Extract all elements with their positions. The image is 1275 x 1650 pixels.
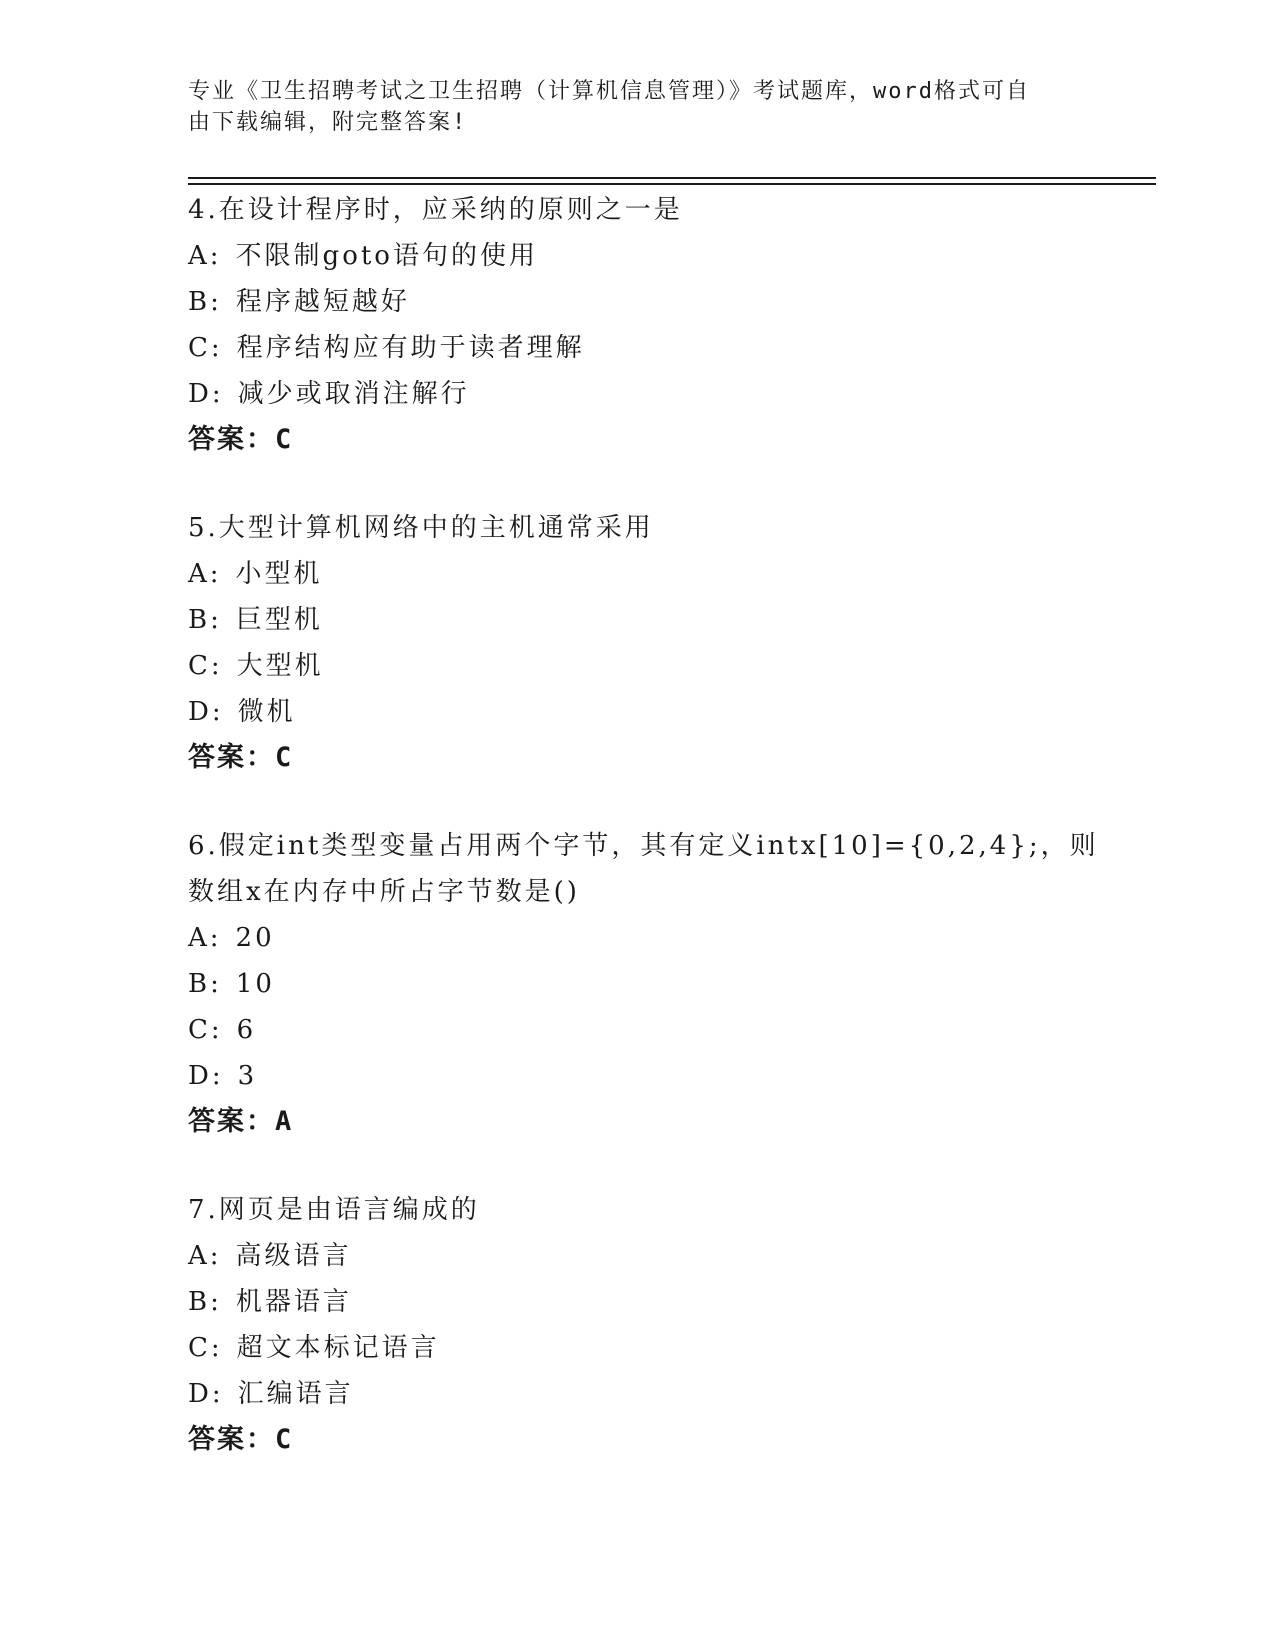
question-stem-line-1: 6.假定int类型变量占用两个字节，其有定义intx[10]={0,2,4};，则 bbox=[188, 831, 1099, 861]
option-key: A bbox=[188, 923, 210, 953]
option-key: B bbox=[188, 605, 211, 635]
answer-line: 答案：C bbox=[188, 1424, 294, 1455]
option-separator: : bbox=[210, 1333, 223, 1363]
option-key: B bbox=[188, 1287, 211, 1317]
option-separator: : bbox=[210, 1015, 223, 1045]
option-separator: : bbox=[211, 697, 224, 727]
option-b[interactable] bbox=[188, 279, 1088, 325]
answer-line: 答案：A bbox=[188, 1106, 294, 1137]
option-separator: : bbox=[210, 333, 223, 363]
option-d[interactable] bbox=[188, 1053, 1088, 1099]
option-key: D bbox=[188, 1061, 212, 1091]
document-header bbox=[188, 76, 1068, 138]
option-d[interactable] bbox=[188, 1371, 1088, 1417]
option-key: D bbox=[188, 697, 212, 727]
option-b[interactable] bbox=[188, 597, 1088, 643]
option-text: 程序越短越好 bbox=[235, 287, 410, 317]
option-text: 10 bbox=[235, 969, 275, 999]
option-text: 巨型机 bbox=[235, 605, 323, 635]
option-text: 大型机 bbox=[236, 651, 324, 681]
header-divider-bottom bbox=[188, 183, 1156, 185]
option-separator: : bbox=[210, 651, 223, 681]
option-key: A bbox=[188, 1241, 210, 1271]
option-separator: : bbox=[209, 241, 222, 271]
option-separator: : bbox=[209, 559, 222, 589]
option-text: 超文本标记语言 bbox=[236, 1333, 440, 1363]
question-6 bbox=[188, 823, 1099, 1145]
option-separator: : bbox=[211, 379, 224, 409]
option-text: 机器语言 bbox=[235, 1287, 352, 1317]
option-text: 高级语言 bbox=[235, 1241, 352, 1271]
header-divider-top bbox=[188, 177, 1156, 179]
option-key: B bbox=[188, 969, 211, 999]
answer-line: 答案：C bbox=[188, 742, 294, 773]
option-key: A bbox=[188, 241, 210, 271]
option-key: C bbox=[188, 651, 211, 681]
option-text: 程序结构应有助于读者理解 bbox=[236, 333, 585, 363]
option-separator: : bbox=[210, 605, 222, 635]
question-stem: 7.网页是由语言编成的 bbox=[188, 1195, 480, 1225]
option-separator: : bbox=[211, 1061, 224, 1091]
option-separator: : bbox=[209, 1241, 222, 1271]
option-separator: : bbox=[210, 1287, 222, 1317]
option-key: C bbox=[188, 1333, 211, 1363]
option-c[interactable] bbox=[188, 1007, 1088, 1053]
option-separator: : bbox=[210, 287, 222, 317]
option-a[interactable] bbox=[188, 1233, 1088, 1279]
option-a[interactable] bbox=[188, 551, 1088, 597]
header-line-1: 专业《卫生招聘考试之卫生招聘（计算机信息管理）》考试题库，word格式可自 bbox=[188, 79, 1030, 104]
option-text: 3 bbox=[237, 1061, 258, 1091]
question-stem-line-2: 数组x在内存中所占字节数是() bbox=[188, 877, 580, 907]
option-text: 汇编语言 bbox=[237, 1379, 354, 1409]
option-key: B bbox=[188, 287, 211, 317]
option-a[interactable] bbox=[188, 915, 1088, 961]
question-stem: 5.大型计算机网络中的主机通常采用 bbox=[188, 513, 654, 543]
question-stem: 4.在设计程序时，应采纳的原则之一是 bbox=[188, 195, 683, 225]
option-c[interactable] bbox=[188, 643, 1088, 689]
option-c[interactable] bbox=[188, 1325, 1088, 1371]
option-text: 不限制goto语句的使用 bbox=[235, 241, 538, 271]
option-b[interactable] bbox=[188, 1279, 1088, 1325]
question-5 bbox=[188, 505, 1088, 781]
answer-line: 答案：C bbox=[188, 424, 294, 455]
option-text: 微机 bbox=[237, 697, 296, 727]
option-key: A bbox=[188, 559, 210, 589]
option-key: C bbox=[188, 1015, 211, 1045]
option-text: 小型机 bbox=[235, 559, 323, 589]
option-text: 减少或取消注解行 bbox=[237, 379, 470, 409]
question-7 bbox=[188, 1187, 1088, 1463]
option-text: 20 bbox=[235, 923, 275, 953]
option-a[interactable] bbox=[188, 233, 1088, 279]
option-key: D bbox=[188, 1379, 212, 1409]
question-4 bbox=[188, 187, 1088, 463]
option-d[interactable] bbox=[188, 371, 1088, 417]
option-b[interactable] bbox=[188, 961, 1088, 1007]
option-c[interactable] bbox=[188, 325, 1088, 371]
option-d[interactable] bbox=[188, 689, 1088, 735]
option-separator: : bbox=[210, 969, 222, 999]
header-line-2: 由下载编辑，附完整答案! bbox=[188, 110, 468, 135]
option-text: 6 bbox=[236, 1015, 257, 1045]
option-key: D bbox=[188, 379, 212, 409]
option-separator: : bbox=[211, 1379, 224, 1409]
option-separator: : bbox=[209, 923, 222, 953]
option-key: C bbox=[188, 333, 211, 363]
